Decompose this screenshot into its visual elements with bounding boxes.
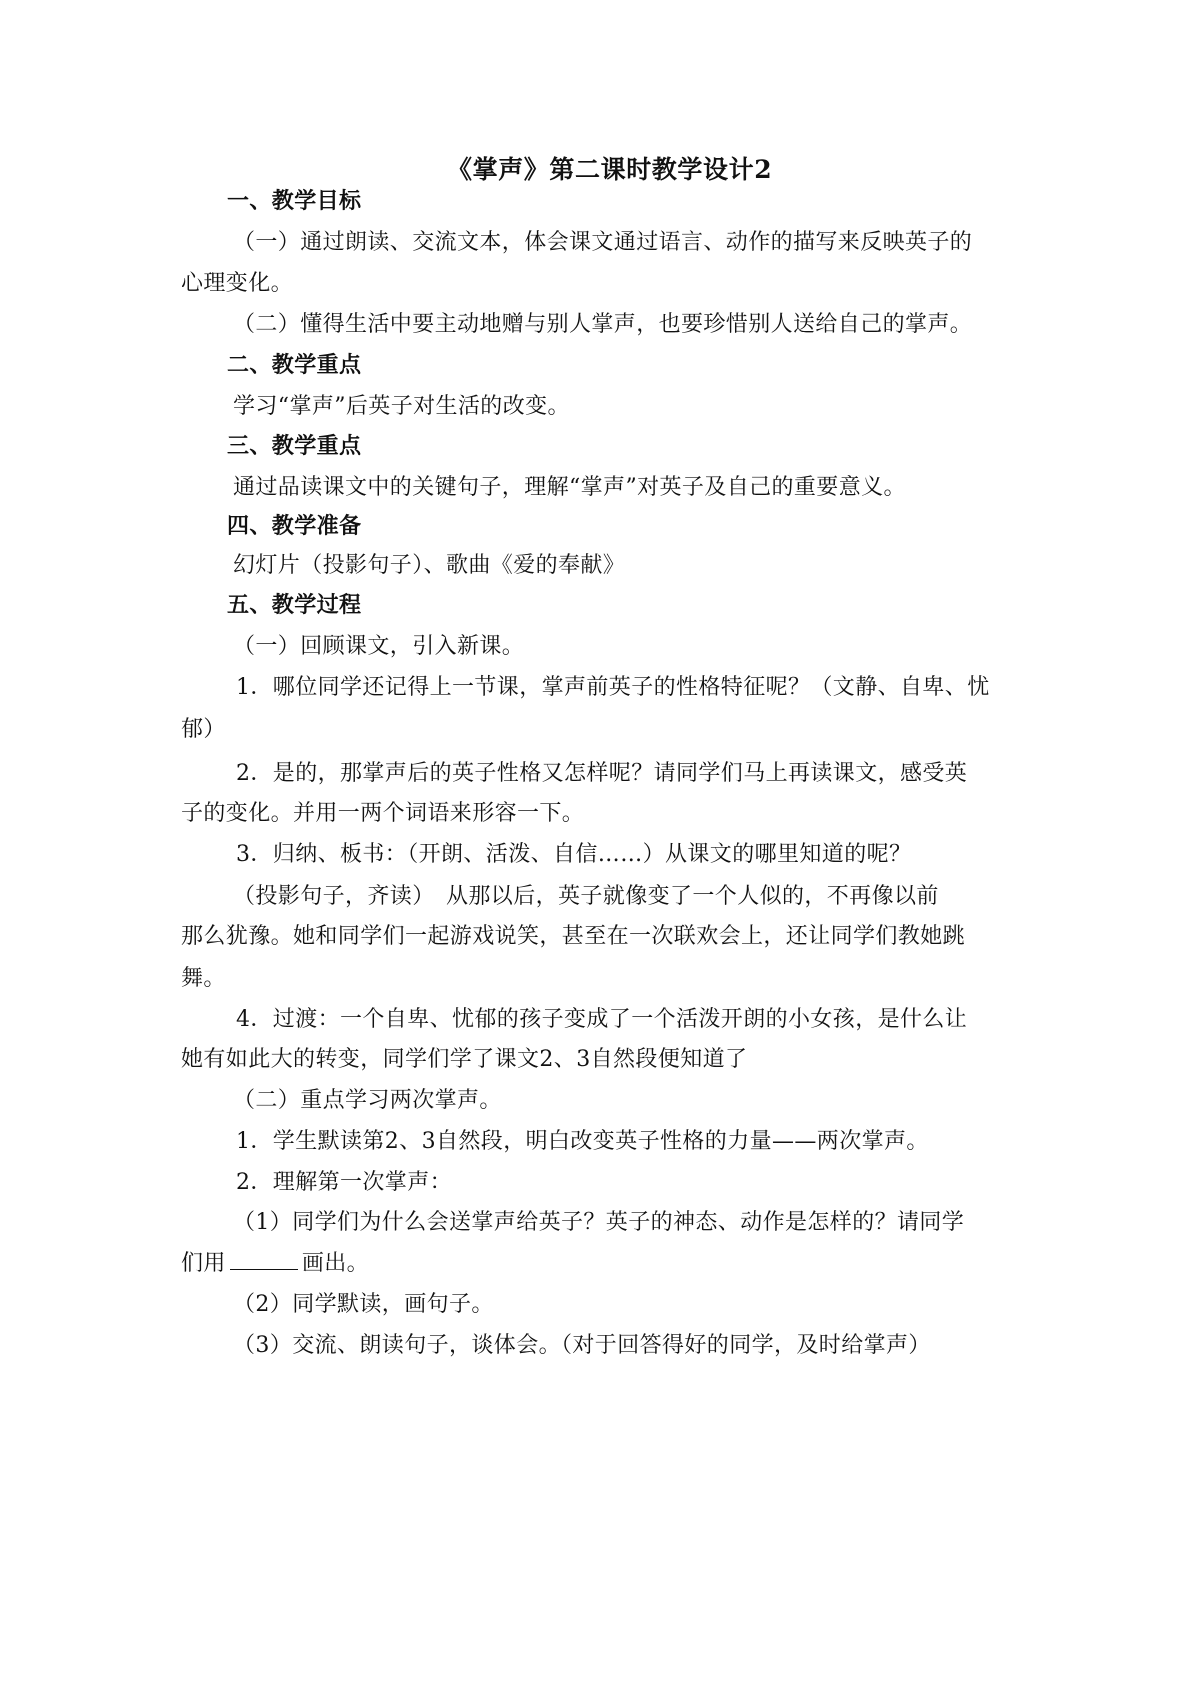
- key-points-2-text: 通过品读课文中的关键句子，理解“掌声”对英子及自己的重要意义。: [233, 475, 906, 500]
- preparation-text: 幻灯片（投影句子）、歌曲《爱的奉献》: [233, 553, 626, 578]
- objective-2: （二）懂得生活中要主动地赠与别人掌声，也要珍惜别人送给自己的掌声。: [233, 312, 973, 337]
- question-1-line-1: 1．哪位同学还记得上一节课，掌声前英子的性格特征呢？（文静、自卑、忧: [236, 675, 990, 700]
- section-heading-key-points: 二、教学重点: [227, 353, 362, 378]
- quote-line-2: 那么犹豫。她和同学们一起游戏说笑，甚至在一次联欢会上，还让同学们教她跳: [181, 924, 966, 949]
- question-4-line-2: 她有如此大的转变，同学们学了课文2、3自然段便知道了: [181, 1047, 748, 1072]
- process-part-1-title: （一）回顾课文，引入新课。: [233, 634, 525, 659]
- section-heading-process: 五、教学过程: [227, 593, 362, 618]
- question-3: 3．归纳、板书：（开朗、活泼、自信……）从课文的哪里知道的呢？: [236, 842, 912, 867]
- quote-line-1: （投影句子，齐读） 从那以后，英子就像变了一个人似的，不再像以前: [233, 884, 939, 909]
- fill-in-blank: [230, 1249, 298, 1270]
- step-2-2: （2）同学默读，画句子。: [233, 1292, 494, 1317]
- quote-line-3: 舞。: [181, 966, 226, 991]
- process-part-2-title: （二）重点学习两次掌声。: [233, 1088, 502, 1113]
- step-2-1-line-2: [181, 1249, 369, 1279]
- question-4-line-1: 4．过渡：一个自卑、忧郁的孩子变成了一个活泼开朗的小女孩，是什么让: [236, 1007, 968, 1032]
- step-2-1-line-2-end: 画出。: [301, 1251, 370, 1276]
- question-2-line-2: 子的变化。并用一两个词语来形容一下。: [181, 801, 585, 826]
- section-heading-objectives: 一、教学目标: [227, 189, 362, 214]
- step-2-1-line-1: （1）同学们为什么会送掌声给英子？英子的神态、动作是怎样的？请同学: [233, 1210, 965, 1235]
- question-1-line-2: 郁）: [181, 717, 226, 742]
- step-2-3: （3）交流、朗读句子，谈体会。（对于回答得好的同学，及时给掌声）: [233, 1333, 931, 1358]
- objective-1-line-1: （一）通过朗读、交流文本，体会课文通过语言、动作的描写来反映英子的: [233, 230, 973, 255]
- section-heading-preparation: 四、教学准备: [227, 514, 362, 539]
- key-points-text: 学习“掌声”后英子对生活的改变。: [233, 394, 570, 419]
- step-2: 2．理解第一次掌声：: [236, 1170, 452, 1195]
- objective-1-line-2: 心理变化。: [181, 271, 294, 296]
- step-2-1-line-2-start: 们用: [181, 1251, 226, 1276]
- question-2-line-1: 2．是的，那掌声后的英子性格又怎样呢？请同学们马上再读课文，感受英: [236, 761, 968, 786]
- step-1: 1．学生默读第2、3自然段，明白改变英子性格的力量——两次掌声。: [236, 1129, 929, 1154]
- section-heading-key-points-2: 三、教学重点: [227, 434, 362, 459]
- page-title: 《掌声》第二课时教学设计2: [447, 155, 773, 184]
